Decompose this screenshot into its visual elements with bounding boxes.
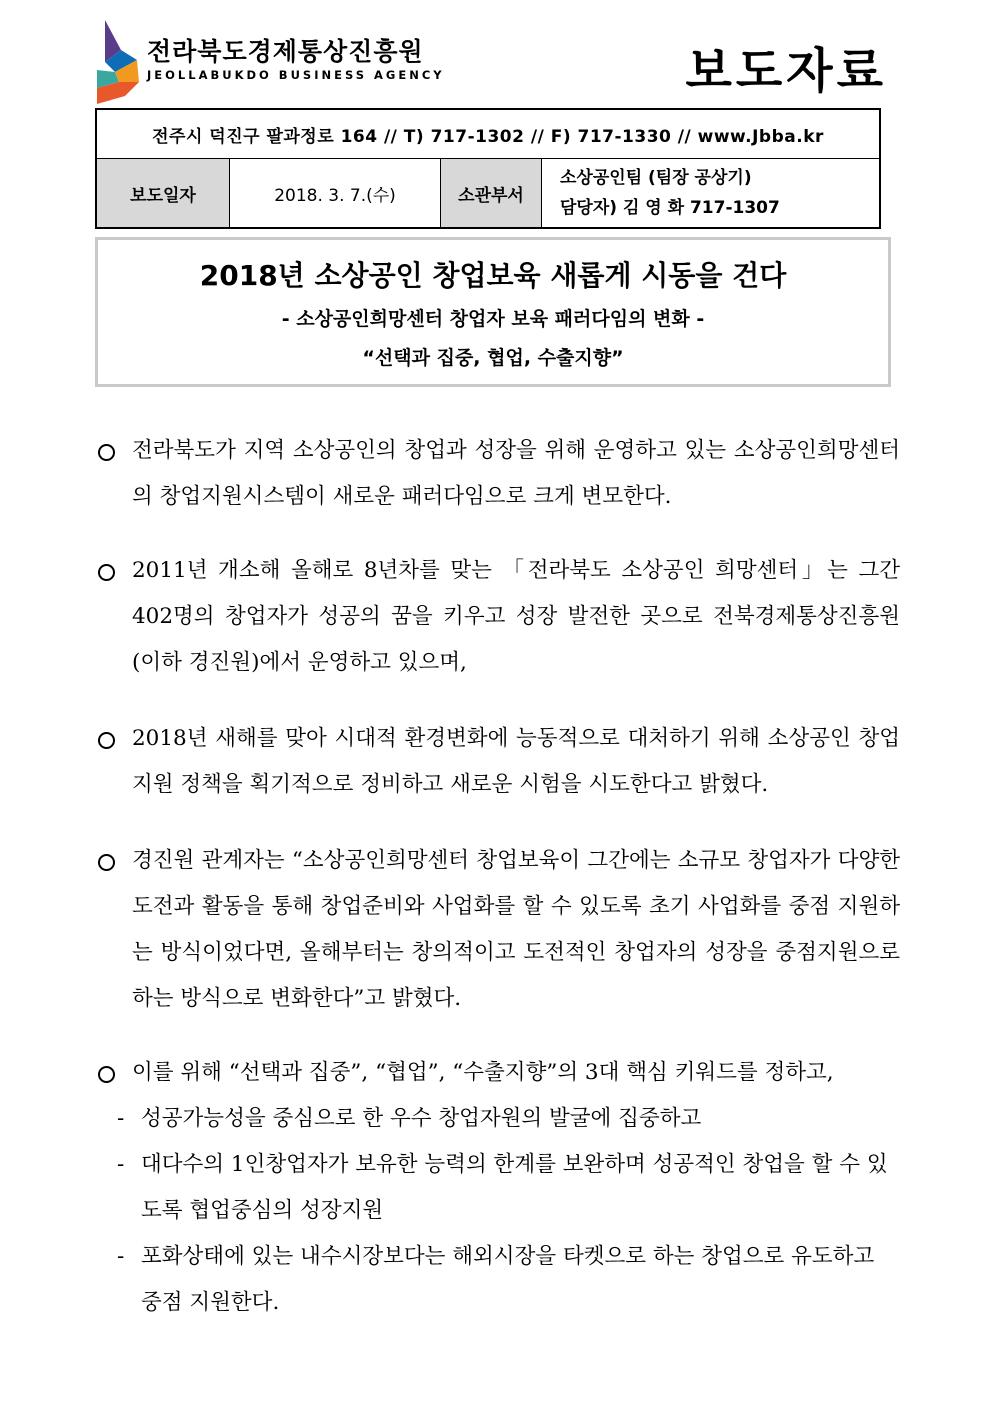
sub-item-text: 대다수의 1인창업자가 보유한 능력의 한계를 보완하며 성공적인 창업을 할 수 있도록 협업중심의 성장지원	[141, 1152, 888, 1223]
department-info	[542, 159, 879, 227]
headline-box	[95, 237, 891, 387]
headline-subtitle: - 소상공인희망센터 창업자 보육 패러다임의 변화 -	[281, 308, 705, 330]
agency-emblem-icon	[95, 20, 145, 105]
circle-bullet-icon	[98, 1066, 115, 1083]
sub-item-1	[95, 1096, 900, 1142]
org-name-korean: 전라북도경제통상진흥원	[147, 37, 424, 66]
article-body	[95, 428, 900, 1326]
paragraph-text: 전라북도가 지역 소상공인의 창업과 성장을 위해 운영하고 있는 소상공인희망센터의 창업지원시스템이 새로운 패러다임으로 크게 변모한다.	[132, 438, 900, 509]
paragraph-text: 경진원 관계자는 “소상공인희망센터 창업보육이 그간에는 소규모 창업자가 다양한 도전과 활동을 통해 창업준비와 사업화를 할 수 있도록 초기 사업화를 중점 지원하는 방식이었다면, 올해부터는 창의적이고 도전적인 창업자의 성장을 중점지원으로 하는 방식으로 변화한다”고 밝혔다.	[132, 848, 900, 1011]
department-label: 소관부서	[441, 159, 542, 227]
contact-address: 전주시 덕진구 팔과정로 164 // T) 717-1302 // F) 717-1330 // www.Jbba.kr	[97, 110, 879, 159]
dash-marker: -	[117, 1152, 125, 1177]
paragraph-text: 2018년 새해를 맞아 시대적 환경변화에 능동적으로 대처하기 위해 소상공인 창업지원 정책을 획기적으로 정비하고 새로운 시험을 시도한다고 밝혔다.	[132, 726, 900, 797]
document-type-label: 보도자료	[685, 43, 887, 99]
department-team: 소상공인팀 (팀장 공상기)	[560, 168, 752, 188]
circle-bullet-icon	[98, 732, 115, 749]
headline-keywords: “선택과 집중, 협업, 수출지향”	[362, 347, 624, 369]
paragraph-text: 이를 위해 “선택과 집중”, “협업”, “수출지향”의 3대 핵심 키워드를 정하고,	[132, 1060, 834, 1085]
sub-item-3	[95, 1234, 900, 1326]
press-info-table	[95, 108, 881, 229]
department-contact: 담당자) 김 영 화 717-1307	[560, 198, 780, 218]
dash-marker: -	[117, 1106, 125, 1131]
paragraph-1	[95, 428, 900, 520]
paragraph-5	[95, 1050, 900, 1096]
circle-bullet-icon	[98, 854, 115, 871]
sub-item-text: 포화상태에 있는 내수시장보다는 해외시장을 타켓으로 하는 창업으로 유도하고 중점 지원한다.	[141, 1244, 875, 1315]
headline-title: 2018년 소상공인 창업보육 새롭게 시동을 건다	[199, 259, 787, 292]
paragraph-3	[95, 716, 900, 808]
release-date-label: 보도일자	[97, 159, 230, 227]
dash-marker: -	[117, 1244, 125, 1269]
paragraph-4	[95, 838, 900, 1022]
org-name-english: JEOLLABUKDO BUSINESS AGENCY	[147, 68, 445, 82]
agency-logo	[95, 20, 445, 105]
sub-item-text: 성공가능성을 중심으로 한 우수 창업자원의 발굴에 집중하고	[141, 1106, 702, 1131]
sub-item-2	[95, 1142, 900, 1234]
circle-bullet-icon	[98, 444, 115, 461]
paragraph-2	[95, 548, 900, 686]
circle-bullet-icon	[98, 564, 115, 581]
paragraph-text: 2011년 개소해 올해로 8년차를 맞는 「전라북도 소상공인 희망센터」는 그간 402명의 창업자가 성공의 꿈을 키우고 성장 발전한 곳으로 전북경제통상진흥원(이하 경진원)에서 운영하고 있으며,	[132, 558, 900, 675]
release-date-value: 2018. 3. 7.(수)	[230, 159, 441, 227]
